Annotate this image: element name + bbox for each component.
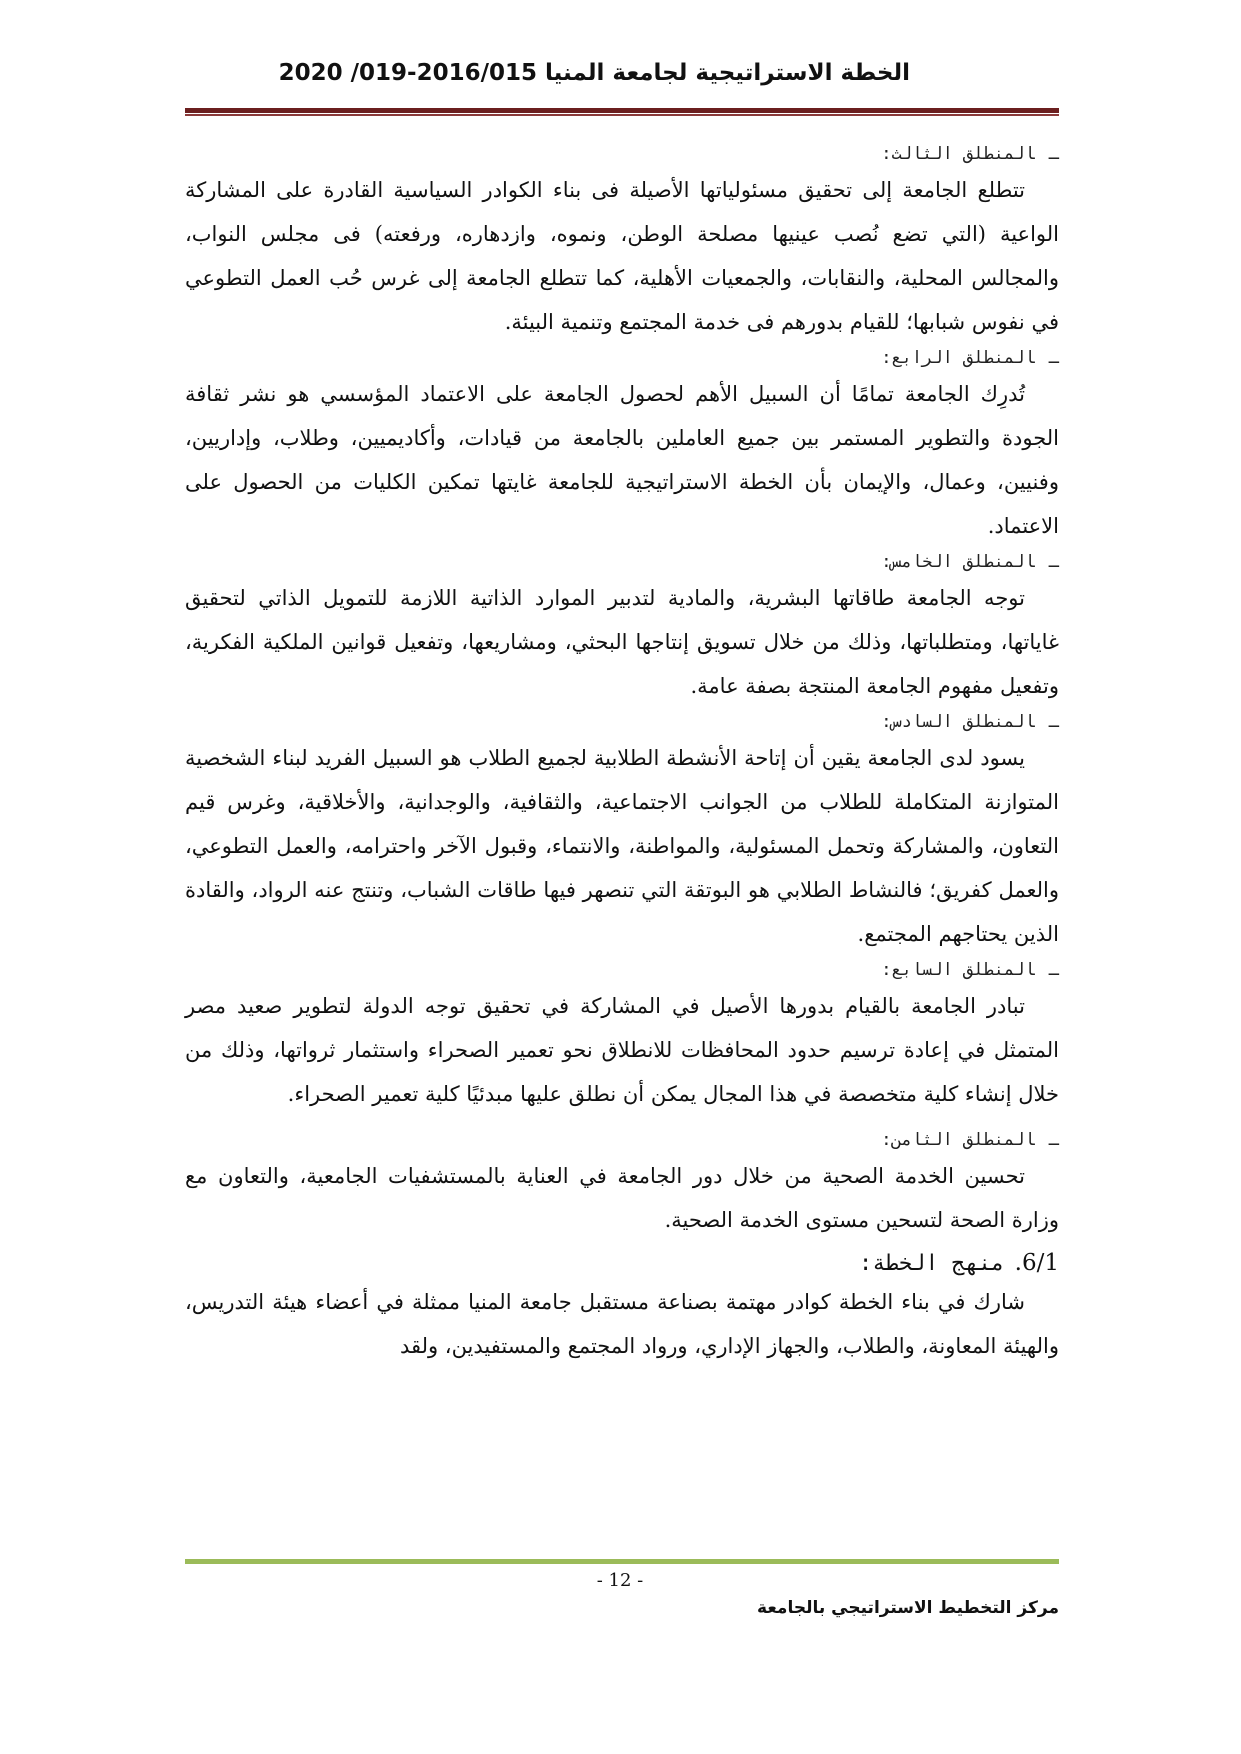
paragraph-text: شارك في بناء الخطة كوادر مهتمة بصناعة مستقبل جامعة المنيا ممثلة في أعضاء هيئة التدريس، والهيئة المعاونة، والطلاب، والجهاز الإداري، ورواد المجتمع والمستفيدين، ولقد bbox=[185, 1290, 1059, 1358]
section-heading-label: المنطلق السادس: bbox=[881, 712, 1035, 732]
heading-dash: ـ bbox=[1048, 144, 1059, 164]
paragraph-text: تحسين الخدمة الصحية من خلال دور الجامعة في العناية بالمستشفيات الجامعية، والتعاون مع وزارة الصحة لتسحين مستوى الخدمة الصحية. bbox=[185, 1164, 1059, 1232]
heading-dash: ـ bbox=[1048, 348, 1059, 368]
section-paragraph-fifth bbox=[185, 576, 1059, 708]
page-number: - 12 - bbox=[596, 1570, 644, 1591]
section-heading-label: المنطلق الثامن: bbox=[881, 1130, 1035, 1150]
section-heading-label: المنطلق السابع: bbox=[881, 960, 1035, 980]
heading-dash: ـ bbox=[1048, 712, 1059, 732]
section-paragraph-fourth bbox=[185, 372, 1059, 548]
heading-dash: ـ bbox=[1048, 552, 1059, 572]
page-content bbox=[185, 140, 1059, 1368]
section-heading-sixth bbox=[185, 708, 1059, 736]
plan-methodology-heading bbox=[185, 1246, 1059, 1280]
section-paragraph-eighth bbox=[185, 1154, 1059, 1242]
paragraph-text: تتطلع الجامعة إلى تحقيق مسئولياتها الأصيلة فى بناء الكوادر السياسية القادرة على المشاركة الواعية (التي تضع نُصب عينيها مصلحة الوطن، ونموه، وازدهاره، ورفعته) فى مجلس النواب، والمجالس المحلية، والنقابات، والجمعيات الأهلية، كما تتطلع الجامعة إلى غرس حُب العمل التطوعي في نفوس شبابها؛ للقيام بدورهم فى خدمة المجتمع وتنمية البيئة. bbox=[185, 178, 1059, 334]
section-paragraph-third bbox=[185, 168, 1059, 344]
heading-dash: ـ bbox=[1048, 1130, 1059, 1150]
section-heading-third bbox=[185, 140, 1059, 168]
paragraph-text: يسود لدى الجامعة يقين أن إتاحة الأنشطة الطلابية لجميع الطلاب هو السبيل الفريد لبناء الشخصية المتوازنة المتكاملة للطلاب من الجوانب الاجتماعية، والثقافية، والوجدانية، والأخلاقية، وغرس قيم التعاون، والمشاركة وتحمل المسئولية، والمواطنة، والانتماء، وقبول الآخر واحترامه، والعمل التطوعي، والعمل كفريق؛ فالنشاط الطلابي هو البوتقة التي تنصهر فيها طاقات الشباب، وتنتج عنه الرواد، والقادة الذين يحتاجهم المجتمع. bbox=[185, 746, 1059, 946]
section-heading-label: المنطلق الرابع: bbox=[881, 348, 1035, 368]
paragraph-text: توجه الجامعة طاقاتها البشرية، والمادية لتدبير الموارد الذاتية اللازمة للتمويل الذاتي لتحقيق غاياتها، ومتطلباتها، وذلك من خلال تسويق إنتاجها البحثي، ومشاريعها، وتفعيل قوانين الملكية الفكرية، وتفعيل مفهوم الجامعة المنتجة بصفة عامة. bbox=[185, 586, 1059, 698]
heading-dash: ـ bbox=[1048, 960, 1059, 980]
section-heading-eighth bbox=[185, 1126, 1059, 1154]
plan-section-number: 6/1. bbox=[1014, 1250, 1059, 1276]
footer-rule bbox=[185, 1559, 1059, 1564]
footer-center-name: مركز التخطيط الاستراتيجي بالجامعة bbox=[757, 1598, 1059, 1618]
document-header-title: الخطة الاستراتيجية لجامعة المنيا 2016/015-019/ 2020 bbox=[278, 60, 910, 86]
section-heading-seventh bbox=[185, 956, 1059, 984]
header-rule-thin bbox=[185, 114, 1059, 116]
section-heading-fourth bbox=[185, 344, 1059, 372]
plan-heading-label: منهج الخطة: bbox=[858, 1251, 1005, 1276]
header-rule bbox=[185, 108, 1059, 113]
paragraph-text: تُدرِك الجامعة تمامًا أن السبيل الأهم لحصول الجامعة على الاعتماد المؤسسي هو نشر ثقافة الجودة والتطوير المستمر بين جميع العاملين بالجامعة من قيادات، وأكاديميين، وطلاب، وإداريين، وفنيين، وعمال، والإيمان بأن الخطة الاستراتيجية للجامعة غايتها تمكين الكليات من الحصول على الاعتماد. bbox=[185, 382, 1059, 538]
section-heading-fifth bbox=[185, 548, 1059, 576]
section-heading-label: المنطلق الخامس: bbox=[881, 552, 1035, 572]
plan-methodology-paragraph bbox=[185, 1280, 1059, 1368]
section-paragraph-seventh bbox=[185, 984, 1059, 1116]
paragraph-text: تبادر الجامعة بالقيام بدورها الأصيل في المشاركة في تحقيق توجه الدولة لتطوير صعيد مصر المتمثل في إعادة ترسيم حدود المحافظات للانطلاق نحو تعمير الصحراء واستثمار ثرواتها، وذلك من خلال إنشاء كلية متخصصة في هذا المجال يمكن أن نطلق عليها مبدئيًا كلية تعمير الصحراء. bbox=[185, 994, 1059, 1106]
section-heading-label: المنطلق الثالث: bbox=[881, 144, 1035, 164]
section-paragraph-sixth bbox=[185, 736, 1059, 956]
